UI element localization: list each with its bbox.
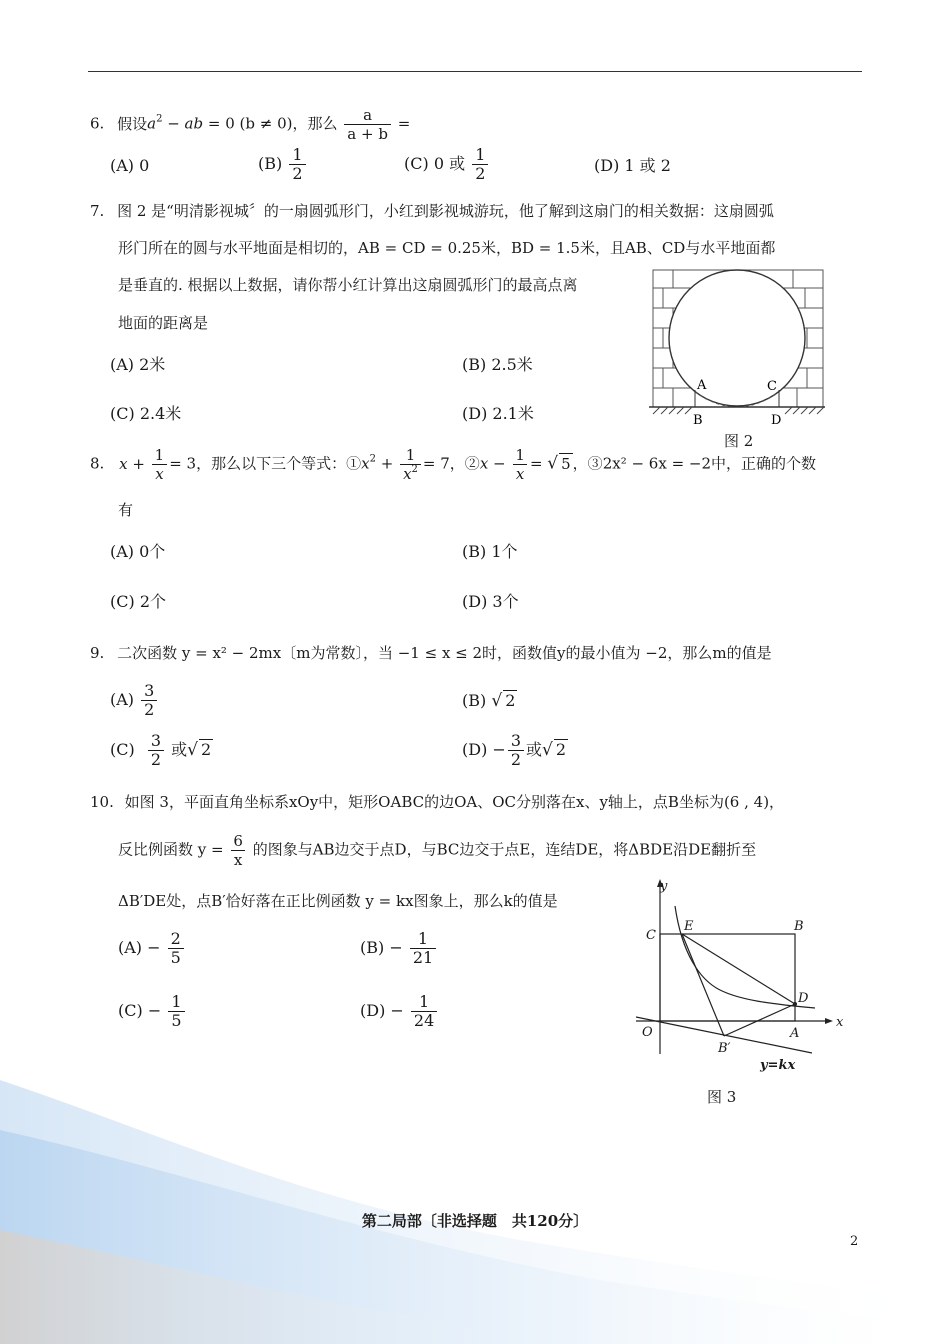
q6-option-a: (A) 0 xyxy=(110,156,150,175)
question-10-line-2: 反比例函数 y = $\frac{6}{x}$ 的图象与AB边交于点D，与BC边交于点E，连结DE，将ΔBDE沿DE翻折至 xyxy=(118,832,757,869)
q8-option-d: (D) 3个 xyxy=(462,592,519,611)
q8-option-a: (A) 0个 xyxy=(110,542,166,561)
label-C: C xyxy=(767,379,777,394)
q7-option-b: (B) 2.5米 xyxy=(462,355,533,374)
question-8-line-2: 有 xyxy=(118,501,134,519)
question-6-stem: 6. 假设$a^2$ − ab = 0 (b ≠ 0)，那么 $\frac{a}{a + b}$ = xyxy=(90,106,411,143)
header-rule xyxy=(88,71,862,72)
label-x: x xyxy=(836,1015,844,1030)
q8-option-c: (C) 2个 xyxy=(110,592,166,611)
question-10-line-1: 10. 如图 3，平面直角坐标系xOy中，矩形OABC的边OA、OC分别落在x、y轴上，点B坐标为(6 , 4)， xyxy=(90,793,785,811)
q10-option-a: (A) − $\frac{2}{5}$ xyxy=(118,930,186,967)
label-y: y xyxy=(660,879,668,894)
label-O: O xyxy=(642,1025,653,1040)
q10-option-b: (B) − $\frac{1}{21}$ xyxy=(360,930,438,967)
question-number: 6. xyxy=(90,114,105,133)
arch-circle xyxy=(669,270,805,406)
section-title: 第二局部〔非选择题 共120分〕 xyxy=(361,1212,589,1230)
q9-option-a: (A) $\frac{3}{2}$ xyxy=(110,682,159,719)
q8-option-b: (B) 1个 xyxy=(462,542,518,561)
label-line-kx: y=kx xyxy=(760,1058,796,1073)
q6-option-d: (D) 1 或 2 xyxy=(594,156,671,175)
fraction: $\frac{a}{a + b}$ xyxy=(344,106,391,143)
question-7-line-1: 7. 图 2 是“明清影视城〞的一扇圆弧形门，小红到影视城游玩，他了解到这扇门的相关数据：这扇圆弧 xyxy=(90,202,774,220)
label-D: D xyxy=(771,413,782,428)
label-C: C xyxy=(646,928,656,943)
q7-option-d: (D) 2.1米 xyxy=(462,404,534,423)
figure-3-caption: 图 3 xyxy=(707,1088,737,1106)
figure-2-arch-door xyxy=(645,262,830,432)
label-A: A xyxy=(790,1026,800,1041)
figure-3-coordinate-diagram xyxy=(630,874,850,1074)
q7-option-c: (C) 2.4米 xyxy=(110,404,182,423)
label-B-prime: B′ xyxy=(718,1041,731,1056)
q9-option-c: (C) $\frac{3}{2}$ 或√ 2 xyxy=(110,731,212,769)
q6-option-b: (B) $\frac{1}{2}$ xyxy=(258,146,308,183)
q10-option-d: (D) − $\frac{1}{24}$ xyxy=(360,993,439,1030)
question-8-stem: 8. x + $\frac{1}{x}$ = 3，那么以下三个等式：$①x^2$ + $\frac{1}{x^2}$ = 7，②x − $\frac{1}{x}$ = √ 5 ，③2x² − 6x = −2中，正确的个数 xyxy=(90,446,817,483)
q6-option-c: (C) 0 或 $\frac{1}{2}$ xyxy=(404,146,490,183)
label-D: D xyxy=(798,991,809,1006)
q7-option-a: (A) 2米 xyxy=(110,355,166,374)
question-7-line-4: 地面的距离是 xyxy=(118,314,209,332)
question-10-line-3: ΔB′DE处，点B′恰好落在正比例函数 y = kx图象上，那么k的值是 xyxy=(118,892,558,910)
label-B: B xyxy=(693,413,703,428)
q9-option-b: (B) √ 2 xyxy=(462,691,516,711)
figure-2-caption: 图 2 xyxy=(724,432,754,450)
question-9-stem: 9. 二次函数 y = x² − 2mx〔m为常数〕，当 −1 ≤ x ≤ 2时，函数值y的最小值为 −2，那么m的值是 xyxy=(90,644,772,662)
q9-option-d: (D) − $\frac{3}{2}$ 或√ 2 xyxy=(462,731,567,769)
label-E: E xyxy=(684,919,694,934)
label-B: B xyxy=(794,919,804,934)
question-7-line-2: 形门所在的圆与水平地面是相切的，AB = CD = 0.25米，BD = 1.5米，且AB、CD与水平地面都 xyxy=(118,239,776,257)
question-7-line-3: 是垂直的. 根据以上数据，请你帮小红计算出这扇圆弧形门的最高点离 xyxy=(118,276,578,294)
label-A: A xyxy=(697,378,707,393)
q10-option-c: (C) − $\frac{1}{5}$ xyxy=(118,993,187,1030)
page-number: 2 xyxy=(850,1234,859,1249)
